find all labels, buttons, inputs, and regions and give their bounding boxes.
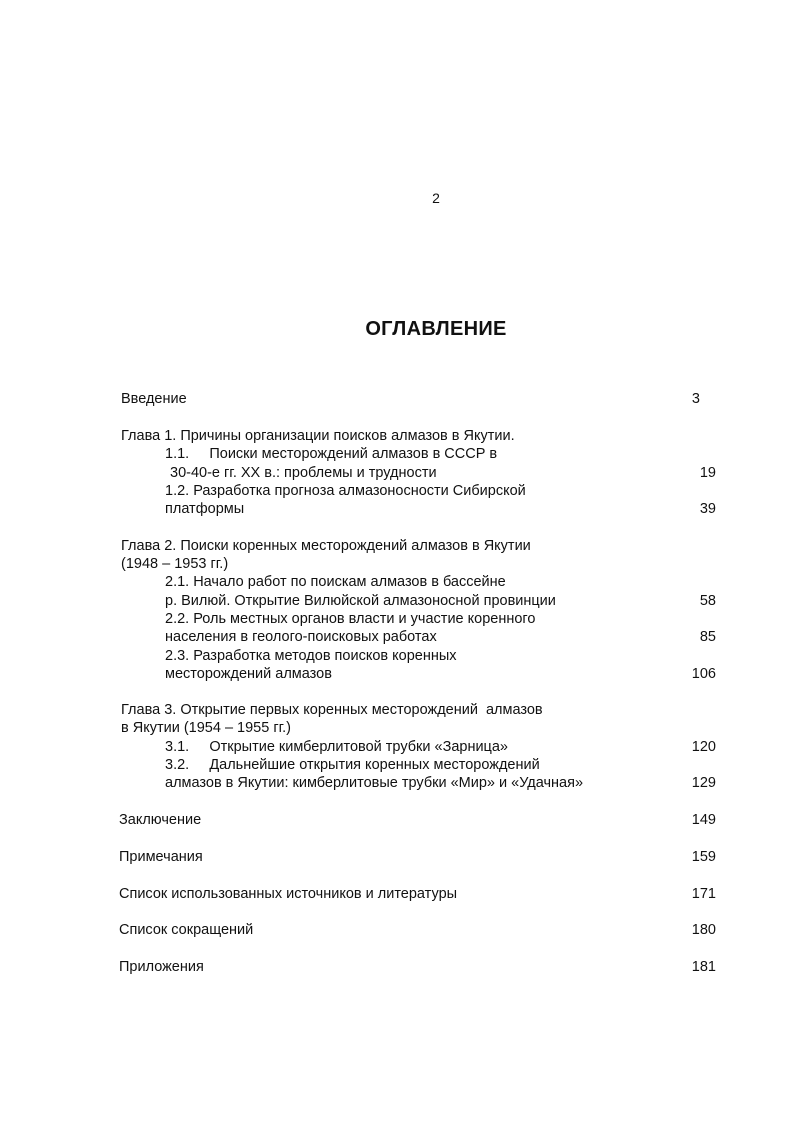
toc-section-1-1-line-2: 30-40-е гг. XX в.: проблемы и трудности (170, 465, 437, 481)
toc-section-1-1-page: 19 (699, 465, 716, 481)
toc-section-1-2-line-1: 1.2. Разработка прогноза алмазоносности Сибирской (165, 483, 526, 499)
toc-section-2-3-line-2: месторождений алмазов (165, 666, 332, 682)
toc-section-3-2-line-2: алмазов в Якутии: кимберлитовые трубки «Мир» и «Удачная» (165, 775, 584, 791)
toc-sources-page: 171 (691, 886, 716, 902)
toc-leader-dots (300, 500, 656, 518)
toc-chapter-2-title-line-1: Глава 2. Поиски коренных месторождений алмазов в Якутии (121, 538, 531, 554)
toc-section-2-2-line-1: 2.2. Роль местных органов власти и участие коренного (165, 611, 536, 627)
toc-notes-page: 159 (691, 849, 716, 865)
toc-section-2-1-line-2: р. Вилюй. Открытие Вилюйской алмазоносной провинции (165, 593, 556, 609)
toc-section-2-1-page: 58 (699, 593, 716, 609)
toc-leader-dots (490, 628, 656, 646)
toc-section-3-1-page: 120 (691, 739, 716, 755)
toc-section-2-2-line-2: населения в геолого-поисковых работах (165, 629, 437, 645)
toc-sources-label: Список использованных источников и литературы (119, 886, 458, 902)
toc-leader-dots (302, 921, 656, 939)
toc-section-1-2-line-2: платформы (165, 501, 245, 517)
toc-chapter-3-title-line-1: Глава 3. Открытие первых коренных месторождений алмазов (121, 702, 543, 718)
toc-section-2-1-line-1: 2.1. Начало работ по поискам алмазов в бассейне (165, 574, 506, 590)
toc-leader-dots (636, 592, 656, 610)
page-title: ОГЛАВЛЕНИЕ (365, 318, 507, 340)
toc-section-3-2-page: 129 (691, 775, 716, 791)
toc-intro-label: Введение (121, 391, 187, 407)
toc-leader-dots (210, 811, 656, 829)
toc-leader-dots (206, 390, 656, 408)
toc-leader-dots (636, 774, 656, 792)
toc-section-2-3-line-1: 2.3. Разработка методов поисков коренных (165, 648, 457, 664)
toc-section-3-1-line-1: 3.1. Открытие кимберлитовой трубки «Зарница» (165, 739, 508, 755)
toc-conclusion-label: Заключение (119, 812, 202, 828)
toc-leader-dots (254, 848, 656, 866)
toc-abbreviations-page: 180 (691, 922, 716, 938)
toc-leader-dots (545, 738, 656, 756)
toc-section-1-2-page: 39 (699, 501, 716, 517)
toc-leader-dots (352, 665, 656, 683)
toc-section-3-2-line-1: 3.2. Дальнейшие открытия коренных месторождений (165, 757, 540, 773)
toc-conclusion-page: 149 (691, 812, 716, 828)
toc-chapter-3-title-line-2: в Якутии (1954 – 1955 гг.) (121, 720, 291, 736)
toc-section-2-3-page: 106 (691, 666, 716, 682)
toc-leader-dots (254, 958, 656, 976)
toc-section-1-1-line-1: 1.1. Поиски месторождений алмазов в СССР в (165, 446, 498, 462)
toc-chapter-2-title-line-2: (1948 – 1953 гг.) (121, 556, 229, 572)
toc-notes-label: Примечания (119, 849, 203, 865)
toc-appendices-label: Приложения (119, 959, 204, 975)
toc-chapter-1-title: Глава 1. Причины организации поисков алмазов в Якутии. (121, 428, 515, 444)
toc-section-2-2-page: 85 (699, 629, 716, 645)
toc-intro-page: 3 (691, 391, 700, 407)
toc-appendices-page: 181 (691, 959, 716, 975)
toc-abbreviations-label: Список сокращений (119, 922, 254, 938)
page-number: 2 (432, 190, 440, 206)
toc-leader-dots (494, 885, 656, 903)
toc-leader-dots (490, 464, 656, 482)
